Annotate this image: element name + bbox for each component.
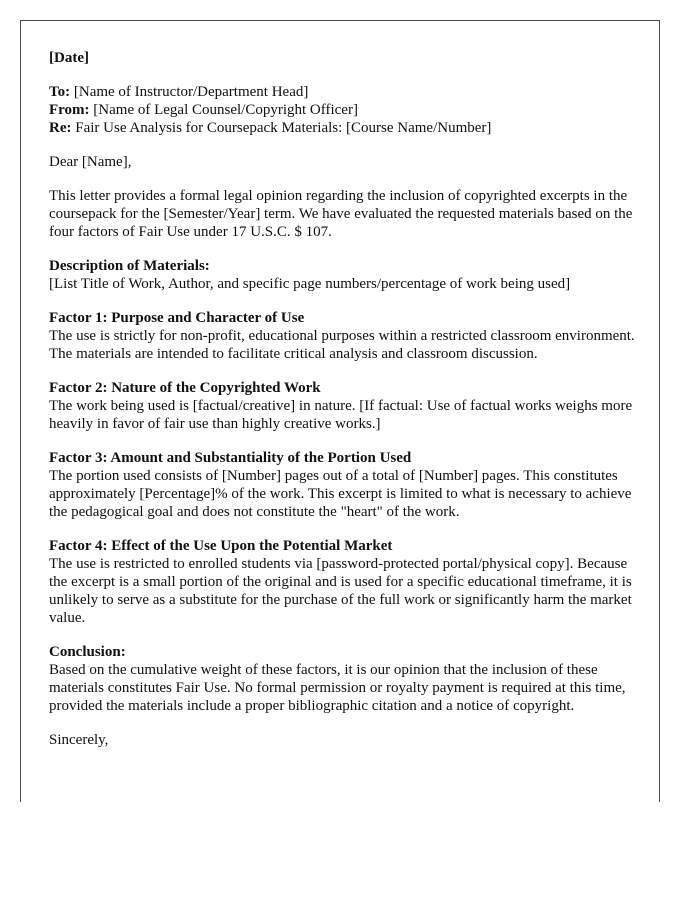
- re-value: Fair Use Analysis for Coursepack Materials: [Course Name/Number]: [71, 120, 492, 136]
- from-label: From:: [49, 102, 90, 118]
- letter-page: [20, 20, 660, 802]
- section-conclusion: [49, 643, 637, 715]
- closing: Sincerely,: [49, 732, 109, 748]
- salutation: Dear [Name],: [49, 154, 132, 170]
- letter-date: [Date]: [49, 50, 89, 66]
- from-value: [Name of Legal Counsel/Copyright Officer]: [89, 102, 358, 118]
- letter-content: [49, 49, 637, 749]
- to-label: To:: [49, 84, 71, 100]
- section-body: The use is restricted to enrolled students via [password-protected portal/physical copy]. Because the excerpt is a small portion of the original and is used for a specific educational timeframe, it is unlikely to serve as a substitute for the purchase of the full work or significantly harm the market value.: [49, 556, 632, 626]
- section-body: The use is strictly for non-profit, educational purposes within a restricted classroom environment. The materials are intended to facilitate critical analysis and classroom discussion.: [49, 328, 635, 362]
- from-line: [49, 101, 637, 119]
- to-line: [49, 83, 637, 101]
- to-value: [Name of Instructor/Department Head]: [70, 84, 309, 100]
- section-factor-3: [49, 449, 637, 521]
- section-body: The portion used consists of [Number] pages out of a total of [Number] pages. This constitutes approximately [Percentage]% of the work. This excerpt is limited to what is necessary to achieve the pedagogical goal and does not constitute the "heart" of the work.: [49, 468, 632, 520]
- section-heading: Factor 1: Purpose and Character of Use: [49, 310, 305, 326]
- section-heading: Factor 3: Amount and Substantiality of the Portion Used: [49, 450, 412, 466]
- re-line: [49, 119, 637, 137]
- section-heading: Conclusion:: [49, 644, 126, 660]
- section-heading: Factor 2: Nature of the Copyrighted Work: [49, 380, 321, 396]
- section-heading: Description of Materials:: [49, 258, 210, 274]
- section-heading: Factor 4: Effect of the Use Upon the Potential Market: [49, 538, 393, 554]
- section-body: [List Title of Work, Author, and specific page numbers/percentage of work being used]: [49, 276, 571, 292]
- section-factor-2: [49, 379, 637, 433]
- section-factor-1: [49, 309, 637, 363]
- re-label: Re:: [49, 120, 72, 136]
- section-description: [49, 257, 637, 293]
- section-body: The work being used is [factual/creative] in nature. [If factual: Use of factual works weighs more heavily in favor of fair use than highly creative works.]: [49, 398, 633, 432]
- section-factor-4: [49, 537, 637, 627]
- letter-header: [49, 83, 637, 137]
- section-body: Based on the cumulative weight of these factors, it is our opinion that the inclusion of these materials constitutes Fair Use. No formal permission or royalty payment is required at this time, provided the materials include a proper bibliographic citation and a notice of copyright.: [49, 662, 626, 714]
- intro-paragraph: This letter provides a formal legal opinion regarding the inclusion of copyrighted excerpts in the coursepack for the [Semester/Year] term. We have evaluated the requested materials based on the four factors of Fair Use under 17 U.S.C. $ 107.: [49, 188, 633, 240]
